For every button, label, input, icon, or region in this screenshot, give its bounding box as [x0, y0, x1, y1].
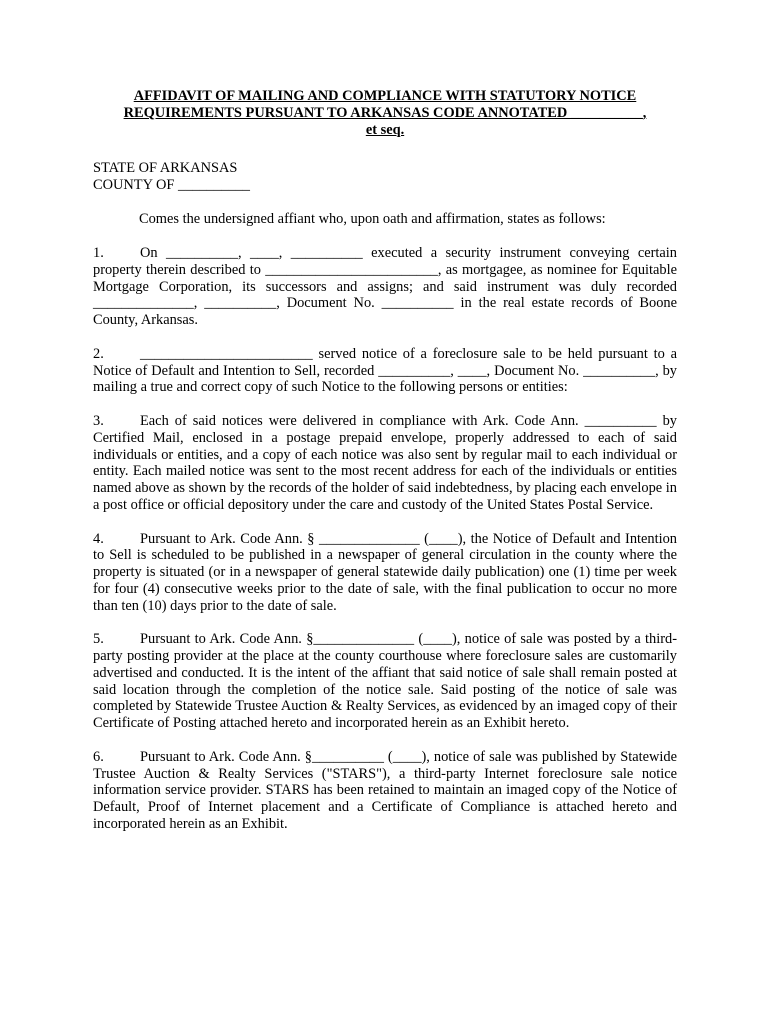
- paragraph-number: 4.: [93, 530, 104, 547]
- paragraph: [93, 245, 677, 329]
- paragraph: [93, 531, 677, 615]
- paragraph-number: 6.: [93, 748, 104, 765]
- paragraph-text: On __________, ____, __________ executed a security instrument conveying certain property therein described to ________________________, as mortgagee, as nominee for Equitable Mortgage Corporation, its successors and assigns; and said instrument was duly recorded ______________, __________, Document No. __________ in the real estate records of Boone County, Arkansas.: [93, 245, 677, 328]
- paragraph: [93, 631, 677, 732]
- paragraph-text: ________________________ served notice of a foreclosure sale to be held pursuant to a Notice of Default and Intention to Sell, recorded __________, ____, Document No. __________, by mailing a true and correct copy of such Notice to the following persons or entities:: [93, 345, 677, 396]
- paragraph: [93, 749, 677, 833]
- paragraph-number: 1.: [93, 245, 104, 261]
- state-line: STATE OF ARKANSAS: [93, 160, 238, 176]
- paragraph-number: 5.: [93, 631, 104, 648]
- title-line-3: et seq.: [365, 122, 405, 138]
- title-line-1: AFFIDAVIT OF MAILING AND COMPLIANCE WITH STATUTORY NOTICE: [133, 88, 637, 104]
- county-line: COUNTY OF __________: [93, 177, 250, 193]
- paragraph: [93, 413, 677, 514]
- paragraph: [93, 346, 677, 396]
- paragraph-number: 3.: [93, 413, 104, 429]
- title-line-2: REQUIREMENTS PURSUANT TO ARKANSAS CODE ANNOTATED __________,: [123, 105, 647, 121]
- intro-statement: Comes the undersigned affiant who, upon oath and affirmation, states as follows:: [139, 211, 606, 227]
- paragraph-text: Each of said notices were delivered in compliance with Ark. Code Ann. __________ by Certified Mail, enclosed in a postage prepaid envelope, properly addressed to each of said individuals or entities, and a copy of each notice was also sent by regular mail to each individual or entity. Each mailed notice was sent to the most recent address for each of the individuals or entities named above as shown by the records of the holder of said indebtedness, by placing each envelope in a post office or official depository under the care and custody of the United States Postal Service.: [93, 413, 677, 513]
- paragraph-text: Pursuant to Ark. Code Ann. § ______________ (____), the Notice of Default and Intention to Sell is scheduled to be published in a newspaper of general circulation in the county where the property is situated (or in a newspaper of general statewide daily publication) one (1) time per week for four (4) consecutive weeks prior to the date of sale, with the final publication to occur no more than ten (10) days prior to the date of sale.: [93, 530, 677, 614]
- paragraph-text: Pursuant to Ark. Code Ann. §__________ (____), notice of sale was published by Statewide Trustee Auction & Realty Services ("STARS"), a third-party Internet foreclosure sale notice information service provider. STARS has been retained to maintain an imaged copy of the Notice of Default, Proof of Internet placement and a Certificate of Compliance is attached hereto and incorporated herein as an Exhibit.: [93, 748, 677, 832]
- paragraph-text: Pursuant to Ark. Code Ann. §______________ (____), notice of sale was posted by a third-party posting provider at the place at the county courthouse where foreclosure sales are customarily advertised and conducted. It is the intent of the affiant that said notice of sale shall remain posted at said location through the completion of the notice sale. Said posting of the notice of sale was completed by Statewide Trustee Auction & Realty Services, as evidenced by an imaged copy of their Certificate of Posting attached hereto and incorporated herein as an Exhibit hereto.: [93, 631, 677, 731]
- paragraph-number: 2.: [93, 345, 104, 362]
- document-title: [93, 88, 677, 139]
- venue-block: [93, 160, 677, 194]
